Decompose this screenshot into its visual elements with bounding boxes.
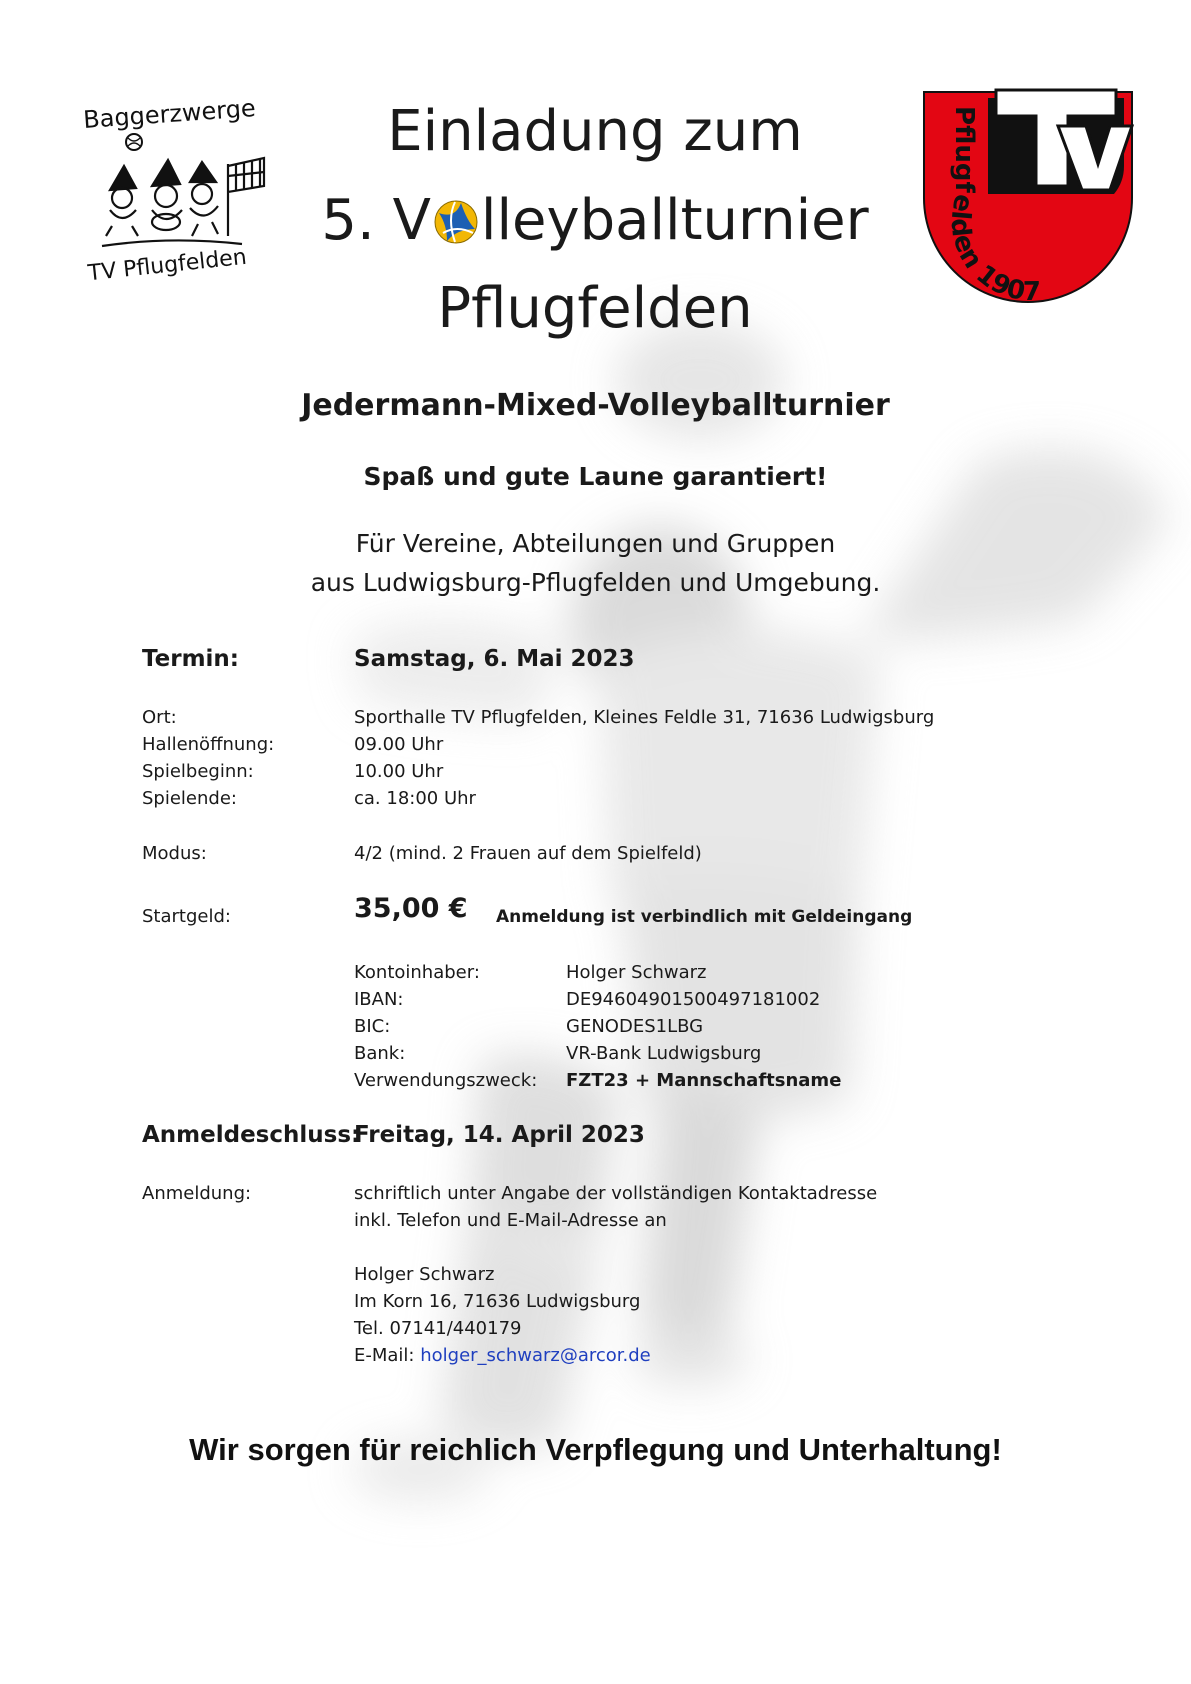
startgeld-value: 35,00 € <box>354 893 468 924</box>
contact-address: Im Korn 16, 71636 Ludwigsburg <box>354 1291 641 1312</box>
contact-email-label: E-Mail: <box>354 1345 421 1366</box>
modus-value: 4/2 (mind. 2 Frauen auf dem Spielfeld) <box>354 843 702 864</box>
title-line-2-suffix: lleyballturnier <box>480 188 869 253</box>
spielbeginn-label: Spielbeginn: <box>142 761 254 782</box>
bic-label: BIC: <box>354 1016 391 1037</box>
tagline: Spaß und gute Laune garantiert! <box>363 462 828 491</box>
title-line-2-prefix: 5. V <box>321 188 431 253</box>
logo-tv-pflugfelden <box>918 86 1138 308</box>
subtitle: Jedermann-Mixed-Volleyballturnier <box>301 388 890 423</box>
hallenoeffnung-label: Hallenöffnung: <box>142 734 275 755</box>
anmeldeschluss-value: Freitag, 14. April 2023 <box>354 1122 645 1148</box>
anmeldeschluss-label: Anmeldeschluss: <box>142 1122 361 1148</box>
anmeldung-label: Anmeldung: <box>142 1183 252 1204</box>
contact-name: Holger Schwarz <box>354 1264 495 1285</box>
logo-left-top-text: Baggerzwerge <box>82 94 257 135</box>
audience-line-2: aus Ludwigsburg-Pflugfelden und Umgebung. <box>310 568 881 597</box>
iban-label: IBAN: <box>354 989 404 1010</box>
logo-right-ring-text: Pflugfelden 1907 <box>944 106 1042 308</box>
termin-label: Termin: <box>142 646 239 672</box>
startgeld-note: Anmeldung ist verbindlich mit Geldeingang <box>496 907 913 927</box>
termin-value: Samstag, 6. Mai 2023 <box>354 646 635 672</box>
spielende-value: ca. 18:00 Uhr <box>354 788 476 809</box>
hallenoeffnung-value: 09.00 Uhr <box>354 734 444 755</box>
ort-label: Ort: <box>142 707 177 728</box>
spielbeginn-value: 10.00 Uhr <box>354 761 444 782</box>
bic-value: GENODES1LBG <box>566 1016 704 1037</box>
title-line-3: Pflugfelden <box>437 276 753 341</box>
verwendungszweck-value: FZT23 + Mannschaftsname <box>566 1070 842 1091</box>
modus-label: Modus: <box>142 843 207 864</box>
contact-phone: Tel. 07141/440179 <box>354 1318 522 1339</box>
volleyball-dwarfs-icon <box>102 158 264 246</box>
spielende-label: Spielende: <box>142 788 237 809</box>
verwendungszweck-label: Verwendungszweck: <box>354 1070 538 1091</box>
startgeld-label: Startgeld: <box>142 906 231 927</box>
kontoinhaber-label: Kontoinhaber: <box>354 962 480 983</box>
title-line-1: Einladung zum <box>387 99 803 164</box>
logo-baggerzwerge <box>52 86 288 292</box>
audience-line-1: Für Vereine, Abteilungen und Gruppen <box>355 529 836 558</box>
anmeldung-line-2: inkl. Telefon und E-Mail-Adresse an <box>354 1210 667 1231</box>
footer-slogan: Wir sorgen für reichlich Verpflegung und Unterhaltung! <box>189 1432 1002 1467</box>
kontoinhaber-value: Holger Schwarz <box>566 962 707 983</box>
logo-left-bottom-text: TV Pflugfelden <box>86 244 248 287</box>
contact-email-link[interactable]: holger_schwarz@arcor.de <box>420 1345 651 1366</box>
ort-value: Sporthalle TV Pflugfelden, Kleines Feldle 31, 71636 Ludwigsburg <box>354 707 935 728</box>
anmeldung-line-1: schriftlich unter Angabe der vollständigen Kontaktadresse <box>354 1183 878 1204</box>
iban-value: DE94604901500497181002 <box>566 989 821 1010</box>
title-line-2 <box>300 188 890 253</box>
bank-value: VR-Bank Ludwigsburg <box>566 1043 762 1064</box>
bank-label: Bank: <box>354 1043 406 1064</box>
contact-email-row <box>354 1345 651 1367</box>
volleyball-icon <box>433 199 479 245</box>
